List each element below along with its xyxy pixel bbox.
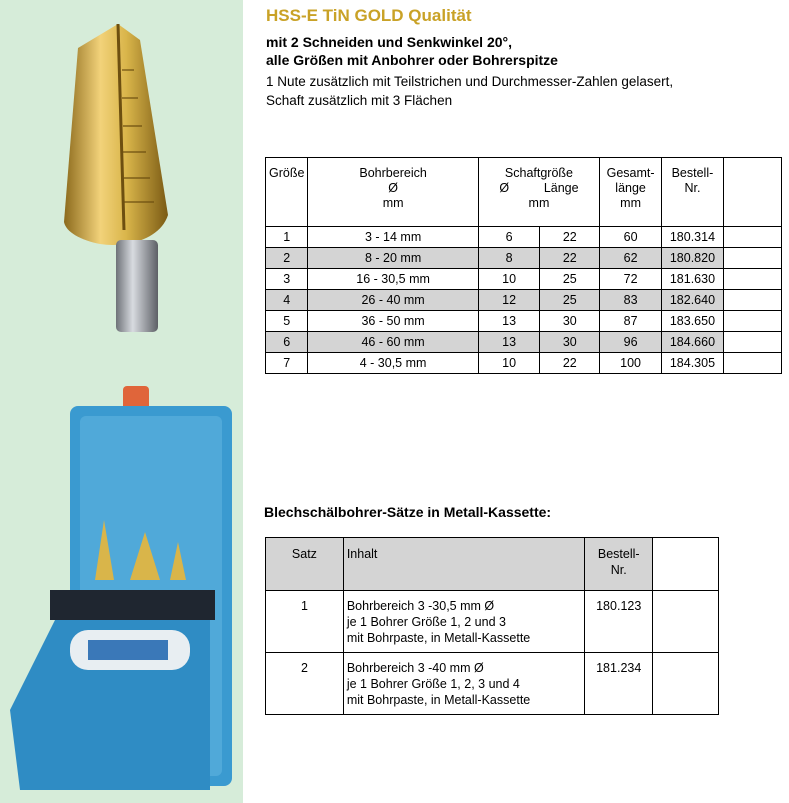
cell-blank	[723, 290, 781, 311]
cell-shaft-length: 30	[540, 332, 600, 353]
cell-shaft-length: 22	[540, 353, 600, 374]
cell-total-length: 60	[600, 227, 662, 248]
cell-set-order: 180.123	[585, 591, 653, 653]
cell-blank	[723, 332, 781, 353]
cell-set: 1	[266, 591, 344, 653]
subtitle-line-1: mit 2 Schneiden und Senkwinkel 20°,	[266, 34, 512, 50]
cell-size: 2	[266, 248, 308, 269]
header-blank	[723, 158, 781, 227]
cell-blank	[723, 227, 781, 248]
table-row	[266, 332, 782, 353]
header-order: Bestell- Nr.	[662, 158, 724, 227]
header-total: Gesamt- länge mm	[600, 158, 662, 227]
cell-range: 3 - 14 mm	[308, 227, 478, 248]
cell-range: 8 - 20 mm	[308, 248, 478, 269]
cell-size: 7	[266, 353, 308, 374]
table-row	[266, 591, 719, 653]
table-row	[266, 311, 782, 332]
cell-size: 5	[266, 311, 308, 332]
cell-shaft-diameter: 10	[478, 269, 540, 290]
cell-range: 36 - 50 mm	[308, 311, 478, 332]
sizes-table	[265, 157, 782, 374]
sizes-table-header	[266, 158, 782, 227]
cell-shaft-diameter: 6	[478, 227, 540, 248]
header-set-blank	[653, 538, 719, 591]
table-row	[266, 290, 782, 311]
cell-size: 6	[266, 332, 308, 353]
table-row	[266, 248, 782, 269]
cell-total-length: 96	[600, 332, 662, 353]
product-image-panel	[0, 0, 243, 803]
cell-total-length: 62	[600, 248, 662, 269]
cell-shaft-length: 22	[540, 248, 600, 269]
table-row	[266, 227, 782, 248]
cell-total-length: 100	[600, 353, 662, 374]
cell-range: 26 - 40 mm	[308, 290, 478, 311]
cell-blank	[723, 353, 781, 374]
cell-shaft-diameter: 13	[478, 311, 540, 332]
cell-order-number: 183.650	[662, 311, 724, 332]
cell-total-length: 87	[600, 311, 662, 332]
description-line-2: Schaft zusätzlich mit 3 Flächen	[266, 93, 453, 108]
cell-order-number: 180.820	[662, 248, 724, 269]
cell-shaft-length: 30	[540, 311, 600, 332]
cell-content: Bohrbereich 3 -40 mm Ø je 1 Bohrer Größe 1, 2, 3 und 4 mit Bohrpaste, in Metall-Kassette	[343, 653, 584, 715]
product-title: HSS-E TiN GOLD Qualität	[266, 6, 472, 25]
cell-shaft-diameter: 10	[478, 353, 540, 374]
header-shaft: Schaftgröße Ø Länge mm	[478, 158, 599, 227]
cell-shaft-length: 25	[540, 269, 600, 290]
cell-range: 46 - 60 mm	[308, 332, 478, 353]
cell-range: 4 - 30,5 mm	[308, 353, 478, 374]
header-set-order: Bestell- Nr.	[585, 538, 653, 591]
header-size: Größe	[266, 158, 308, 227]
cell-range: 16 - 30,5 mm	[308, 269, 478, 290]
cell-order-number: 184.305	[662, 353, 724, 374]
cell-size: 1	[266, 227, 308, 248]
cell-set: 2	[266, 653, 344, 715]
cell-total-length: 72	[600, 269, 662, 290]
cell-shaft-diameter: 8	[478, 248, 540, 269]
cell-total-length: 83	[600, 290, 662, 311]
cell-order-number: 181.630	[662, 269, 724, 290]
sets-section-title: Blechschälbohrer-Sätze in Metall-Kassette:	[264, 504, 552, 520]
cell-set-blank	[653, 653, 719, 715]
metal-case-icon	[0, 380, 243, 803]
cell-blank	[723, 248, 781, 269]
sets-table-header	[266, 538, 719, 591]
table-row	[266, 653, 719, 715]
cell-order-number: 184.660	[662, 332, 724, 353]
sets-table	[265, 537, 719, 715]
cell-shaft-length: 22	[540, 227, 600, 248]
cell-order-number: 182.640	[662, 290, 724, 311]
cell-blank	[723, 269, 781, 290]
header-range: Bohrbereich Ø mm	[308, 158, 478, 227]
subtitle-line-2: alle Größen mit Anbohrer oder Bohrerspitze	[266, 52, 558, 68]
cell-size: 3	[266, 269, 308, 290]
cell-set-blank	[653, 591, 719, 653]
cell-order-number: 180.314	[662, 227, 724, 248]
table-row	[266, 269, 782, 290]
cell-shaft-diameter: 13	[478, 332, 540, 353]
cell-content: Bohrbereich 3 -30,5 mm Ø je 1 Bohrer Größe 1, 2 und 3 mit Bohrpaste, in Metall-Kassette	[343, 591, 584, 653]
cell-size: 4	[266, 290, 308, 311]
step-drill-bit-icon	[0, 0, 243, 390]
description-line-1: 1 Nute zusätzlich mit Teilstrichen und Durchmesser-Zahlen gelasert,	[266, 74, 674, 89]
cell-shaft-length: 25	[540, 290, 600, 311]
cell-blank	[723, 311, 781, 332]
cell-set-order: 181.234	[585, 653, 653, 715]
table-row	[266, 353, 782, 374]
header-content: Inhalt	[343, 538, 584, 591]
cell-shaft-diameter: 12	[478, 290, 540, 311]
header-set: Satz	[266, 538, 344, 591]
